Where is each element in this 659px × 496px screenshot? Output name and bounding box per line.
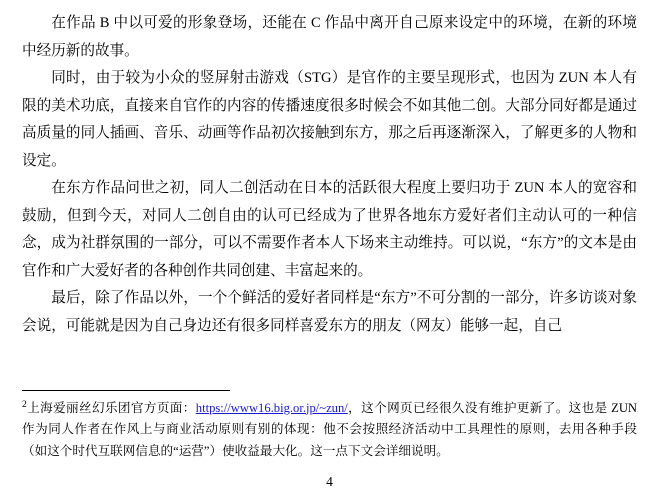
footnote-block [22, 398, 637, 463]
paragraph-4: 最后，除了作品以外，一个个鲜活的爱好者同样是“东方”不可分割的一部分，许多访谈对象会说，可能就是因为自己身边还有很多同样喜爱东方的朋友（网友）能够一起，自己 [22, 290, 637, 334]
body-text-block [22, 10, 637, 340]
page-number: 4 [326, 474, 333, 489]
footnote-text-before-link: 上海爱丽丝幻乐团官方页面： [26, 400, 196, 415]
footnote-text [22, 398, 637, 463]
footnote-separator-rule [22, 390, 230, 391]
footnote-area [22, 390, 637, 463]
footnote-text-after-link: ，这个网页已经很久没有维护更新了。这也是 ZUN 作为同人作者在作风上与商业活动原则有别的体现：他不会按照经济活动中工具理性的原则，去用各种手段（如这个时代互联网信息的“运营”）使收益最大化。这一点下文会详细说明。 [22, 400, 638, 458]
paragraph-3: 在东方作品问世之初，同人二创活动在日本的活跃很大程度上要归功于 ZUN 本人的宽容和鼓励，但到今天，对同人二创自由的认可已经成为了世界各地东方爱好者们主动认可的一种信念，成为社群氛围的一部分，可以不需要作者本人下场来主动维持。可以说，“东方”的文本是由官作和广大爱好者的各种创作共同创建、丰富起来的。 [22, 180, 637, 279]
footnote-marker: 2 [22, 399, 27, 410]
footnote-link[interactable]: https://www16.big.or.jp/~zun/ [195, 400, 348, 415]
paragraph-2: 同时，由于较为小众的竖屏射击游戏（STG）是官作的主要呈现形式，也因为 ZUN 本人有限的美术功底，直接来自官作的内容的传播速度很多时候会不如其他二创。大部分同好都是通过高质量的同人插画、音乐、动画等作品初次接触到东方，那之后再逐渐深入，了解更多的人物和设定。 [22, 70, 637, 169]
paragraph-1: 在作品 B 中以可爱的形象登场，还能在 C 作品中离开自己原来设定中的环境，在新的环境中经历新的故事。 [22, 15, 637, 59]
